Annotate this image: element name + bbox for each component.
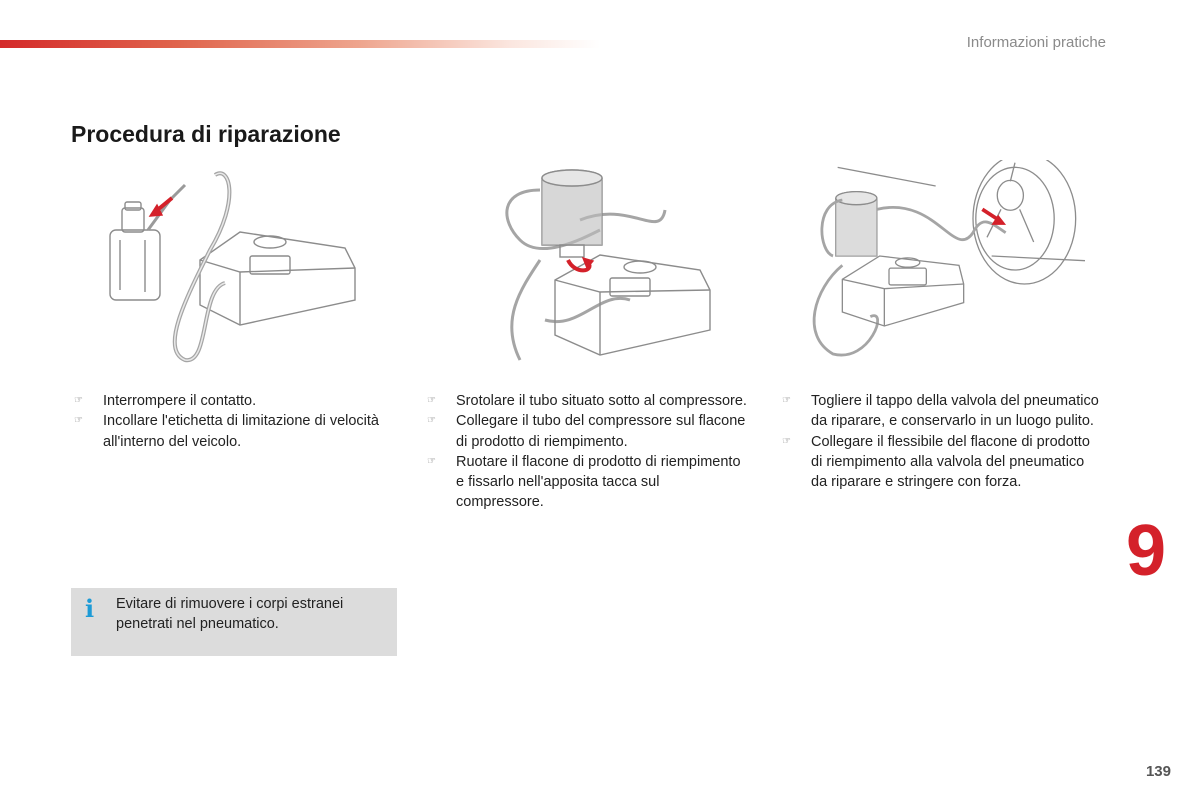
section-name: Informazioni pratiche [966,34,1106,51]
step-text: Interrompere il contatto. [103,393,257,409]
steps-column-3 [782,391,1102,492]
list-item [74,411,400,452]
pointing-finger-icon: ☞ [427,455,436,467]
step-text: Collegare il tubo del compressore sul flacone di prodotto di riempimento. [456,413,746,450]
list-item [427,452,747,513]
page-number: 139 [1145,763,1171,780]
list-item [74,391,400,411]
header-accent-bar [0,40,600,48]
step-text: Collegare il flessibile del flacone di prodotto di riempimento alla valvola del pneumatico da riparare e stringere con forza. [811,433,1090,491]
pointing-finger-icon: ☞ [427,415,436,427]
steps-column-1 [74,391,400,452]
info-note [71,588,397,656]
step-text: Srotolare il tubo situato sotto al compressore. [456,393,747,409]
list-item [782,391,1102,432]
list-item [427,411,747,452]
pointing-finger-icon: ☞ [74,415,83,427]
pointing-finger-icon: ☞ [427,395,436,406]
page-title: Procedura di riparazione [71,121,341,147]
steps-column-2 [427,391,747,513]
chapter-number: 9 [1126,511,1167,591]
pointing-finger-icon: ☞ [782,435,791,447]
pointing-finger-icon: ☞ [74,395,83,406]
step-text: Ruotare il flacone di prodotto di riempimento e fissarlo nell'apposita tacca sul compressore. [456,453,741,511]
illustration-mount-bottle [460,160,740,380]
step-text: Togliere il tappo della valvola del pneumatico da riparare, e conservarlo in un luogo pulito. [811,393,1099,430]
list-item [427,391,747,411]
step-text: Incollare l'etichetta di limitazione di velocità all'interno del veicolo. [103,413,379,450]
illustration-connect-valve [805,160,1085,380]
info-icon: i [85,594,95,623]
pointing-finger-icon: ☞ [782,395,791,406]
list-item [782,432,1102,493]
illustration-connect-hose [100,160,380,380]
info-note-text: Evitare di rimuovere i corpi estranei penetrati nel pneumatico. [116,596,344,633]
